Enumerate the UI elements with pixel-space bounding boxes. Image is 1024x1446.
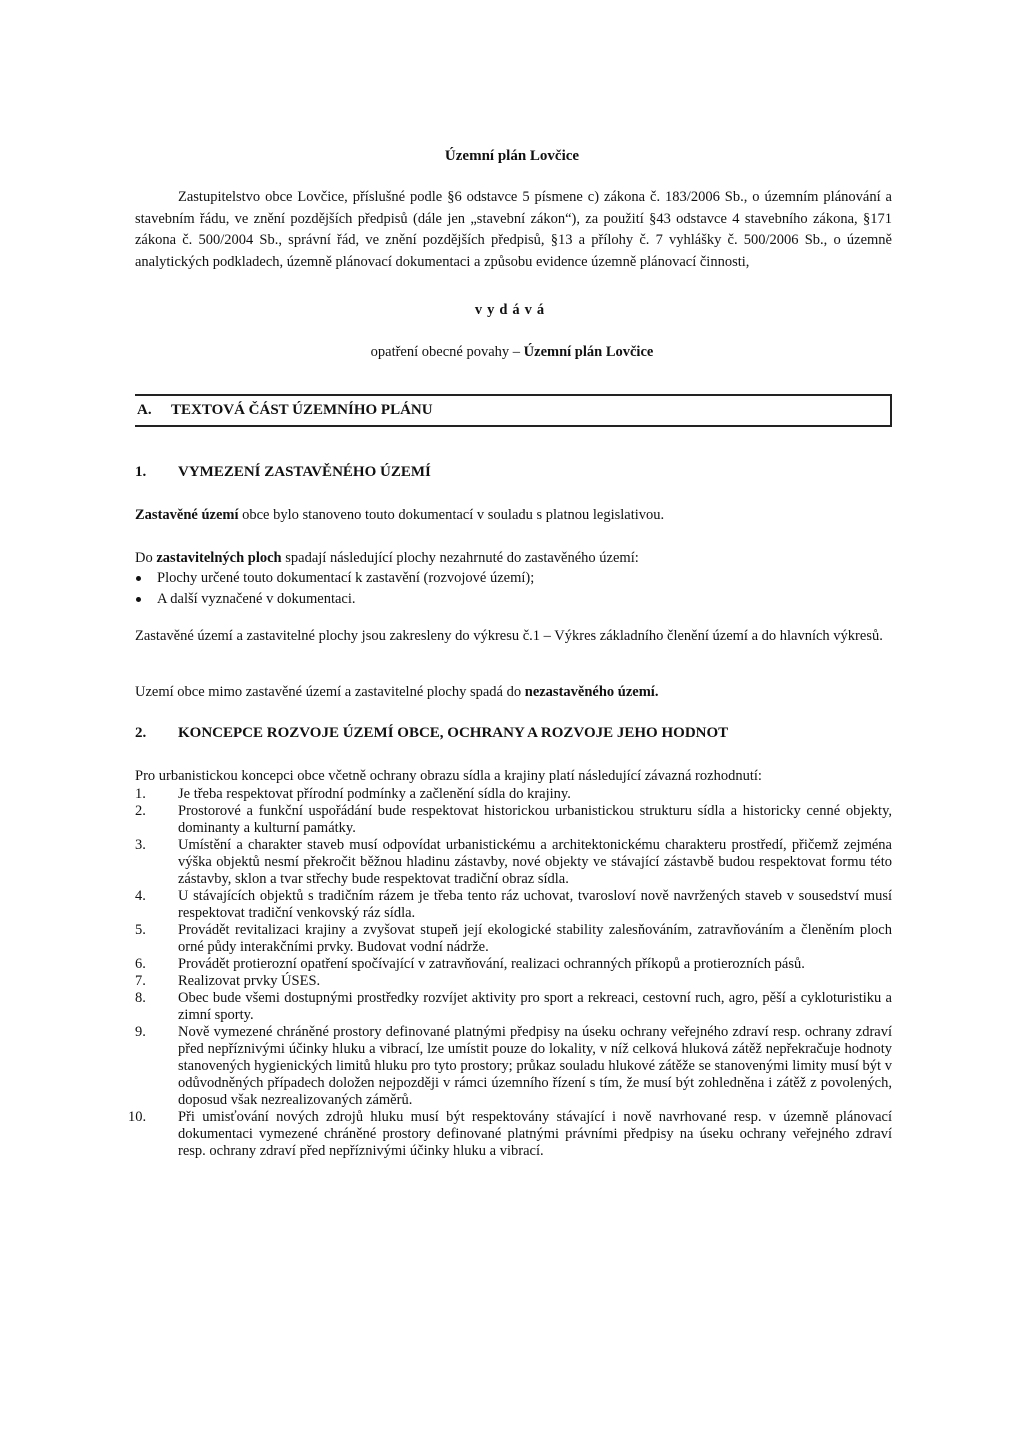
opatreni-title: Územní plán Lovčice xyxy=(523,344,654,360)
list-item xyxy=(135,973,892,990)
opatreni-prefix: opatření obecné povahy – xyxy=(370,344,524,360)
section-1-heading xyxy=(135,464,431,481)
list-item-number: 8. xyxy=(135,990,146,1006)
nezastavene-uzemi-term: nezastavěného území. xyxy=(524,684,659,700)
paragraph-2-start: Do xyxy=(135,550,157,566)
section-a-number: A. xyxy=(137,402,152,418)
list-item-text: Je třeba respektovat přírodní podmínky a začlenění sídla do krajiny. xyxy=(178,786,571,802)
intro-paragraph: Zastupitelstvo obce Lovčice, příslušné podle §6 odstavce 5 písmene c) zákona č. 183/2006 Sb., o územním plánování a stavebním řádu, ve znění pozdějších předpisů (dále jen „stavební zákon“), za použití §43 odstavce 4 stavebního zákona, §171 zákona č. 500/2004 Sb., správní řád, ve znění pozdějších předpisů, §13 a přílohy č. 7 vyhlášky č. 500/2006 Sb., o územně analytických podkladech, územně plánovací dokumentaci a způsobu evidence územně plánovací činnosti, xyxy=(135,189,892,270)
document-title: Územní plán Lovčice xyxy=(444,148,580,164)
list-item-text: U stávajících objektů s tradičním rázem je třeba tento ráz uchovat, tvarosloví nově navržených staveb v sousedství musí respektovat tradiční venkovský ráz sídla. xyxy=(178,888,892,921)
section-a-bottom-rule xyxy=(135,425,892,427)
opatreni-line xyxy=(0,344,1024,361)
list-item-number: 7. xyxy=(135,973,146,989)
paragraph-2-text: spadají následující plochy nezahrnuté do zastavěného území: xyxy=(281,550,639,566)
list-item-number: 10. xyxy=(128,1109,147,1125)
list-item-text: Plochy určené touto dokumentací k zastavění (rozvojové území); xyxy=(157,570,535,586)
list-item-text: Provádět protierozní opatření spočívající v zatravňování, realizaci ochranných příkopů a protierozních pásů. xyxy=(178,956,805,972)
section-2-numbered-list xyxy=(128,786,892,1160)
list-item xyxy=(135,786,892,803)
vydava-heading: vydává xyxy=(474,302,550,318)
list-item xyxy=(135,591,892,612)
zastavene-uzemi-term: Zastavěné území xyxy=(135,507,239,523)
section-a-box xyxy=(135,394,892,427)
section-a-title: TEXTOVÁ ČÁST ÚZEMNÍHO PLÁNU xyxy=(171,402,433,418)
list-item xyxy=(135,837,892,888)
list-item xyxy=(135,570,892,591)
list-item-text: Provádět revitalizaci krajiny a zvyšovat stupeň její ekologické stability zalesňováním, zatravňováním a členěním ploch orné půdy interakčními prvky. Budovat vodní nádrže. xyxy=(178,922,892,955)
section-a-right-rule xyxy=(890,394,892,427)
list-item-text: Nově vymezené chráněné prostory definované platnými předpisy na úseku ochrany veřejného zdraví resp. ochrany zdraví před nepříznivými účinky hluku a vibrací, lze umístit pouze do lokality, v níž celková hluková zátěž nepřekračuje hodnoty stanovených hygienických limitů hluku pro tyto prostory; průkaz souladu hlukové zátěže se stanovenými limity musí být v odůvodněných případech doložen nejpozději v rámci územního řízení s tím, že musí být zohledněna i zátěž z povolených, doposud však nezrealizovaných záměrů. xyxy=(178,1024,892,1108)
list-item-number: 9. xyxy=(135,1024,146,1040)
paragraph-1-text: obce bylo stanoveno touto dokumentací v souladu s platnou legislativou. xyxy=(238,507,665,523)
section-1-paragraph-1 xyxy=(135,507,892,524)
list-item xyxy=(135,956,892,973)
list-item xyxy=(135,888,892,922)
list-item-text: Umístění a charakter staveb musí odpovídat urbanistickému a architektonickému charakteru prostředí, přičemž zejména výška objektů nesmí překročit běžnou hladinu zástavby, nové objekty ve stávající zástavbě budou respektovat formu této zástavby, sklon a tvar střechy bude respektovat tradiční obraz sídla. xyxy=(178,837,892,887)
list-item-text: Obec bude všemi dostupnými prostředky rozvíjet aktivity pro sport a rekreaci, cestovní ruch, agro, pěší a cykloturistiku a zimní sporty. xyxy=(178,990,892,1023)
list-item-number: 2. xyxy=(135,803,146,819)
list-item xyxy=(135,990,892,1024)
list-item-number: 6. xyxy=(135,956,146,972)
section-a-label xyxy=(137,402,433,419)
section-a-top-rule xyxy=(135,394,892,396)
section-1-number: 1. xyxy=(135,464,147,480)
section-1-title: VYMEZENÍ ZASTAVĚNÉHO ÚZEMÍ xyxy=(178,464,431,480)
list-item xyxy=(135,1024,892,1109)
paragraph-4-text: Uzemí obce mimo zastavěné území a zastavitelné plochy spadá do xyxy=(135,684,525,700)
list-item xyxy=(128,1109,892,1160)
bullet-icon xyxy=(136,576,141,581)
section-2-heading xyxy=(135,725,728,742)
section-1-paragraph-2 xyxy=(135,550,892,567)
list-item xyxy=(135,922,892,956)
section-2-lead: Pro urbanistickou koncepci obce včetně ochrany obrazu sídla a krajiny platí následující závazná rozhodnutí: xyxy=(135,768,762,784)
list-item-text: Prostorové a funkční uspořádání bude respektovat historickou urbanistickou strukturu sídla a historicky cenné objekty, dominanty a kulturní památky. xyxy=(178,803,892,836)
list-item-number: 4. xyxy=(135,888,146,904)
list-item-number: 5. xyxy=(135,922,146,938)
list-item-text: A další vyznačené v dokumentaci. xyxy=(157,591,356,607)
list-item-text: Realizovat prvky ÚSES. xyxy=(178,973,321,989)
section-1-paragraph-4 xyxy=(135,684,892,701)
section-2-number: 2. xyxy=(135,725,147,741)
zastavitelne-plochy-term: zastavitelných ploch xyxy=(156,550,282,566)
list-item-text: Při umisťování nových zdrojů hluku musí být respektovány stávající i nově navrhované resp. v územně plánovací dokumentaci vymezené chráněné prostory definované platnými právními předpisy na úseku ochrany veřejného zdraví resp. ochrany zdraví před nepříznivými účinky hluku a vibrací. xyxy=(178,1109,892,1159)
list-item-number: 3. xyxy=(135,837,146,853)
bullet-icon xyxy=(136,597,141,602)
section-2-title: KONCEPCE ROZVOJE ÚZEMÍ OBCE, OCHRANY A ROZVOJE JEHO HODNOT xyxy=(178,725,729,741)
list-item-number: 1. xyxy=(135,786,146,802)
list-item xyxy=(135,803,892,837)
section-1-paragraph-3: Zastavěné území a zastavitelné plochy jsou zakresleny do výkresu č.1 – Výkres základního členění území a do hlavních výkresů. xyxy=(135,628,883,644)
section-1-bullet-list xyxy=(135,570,892,612)
